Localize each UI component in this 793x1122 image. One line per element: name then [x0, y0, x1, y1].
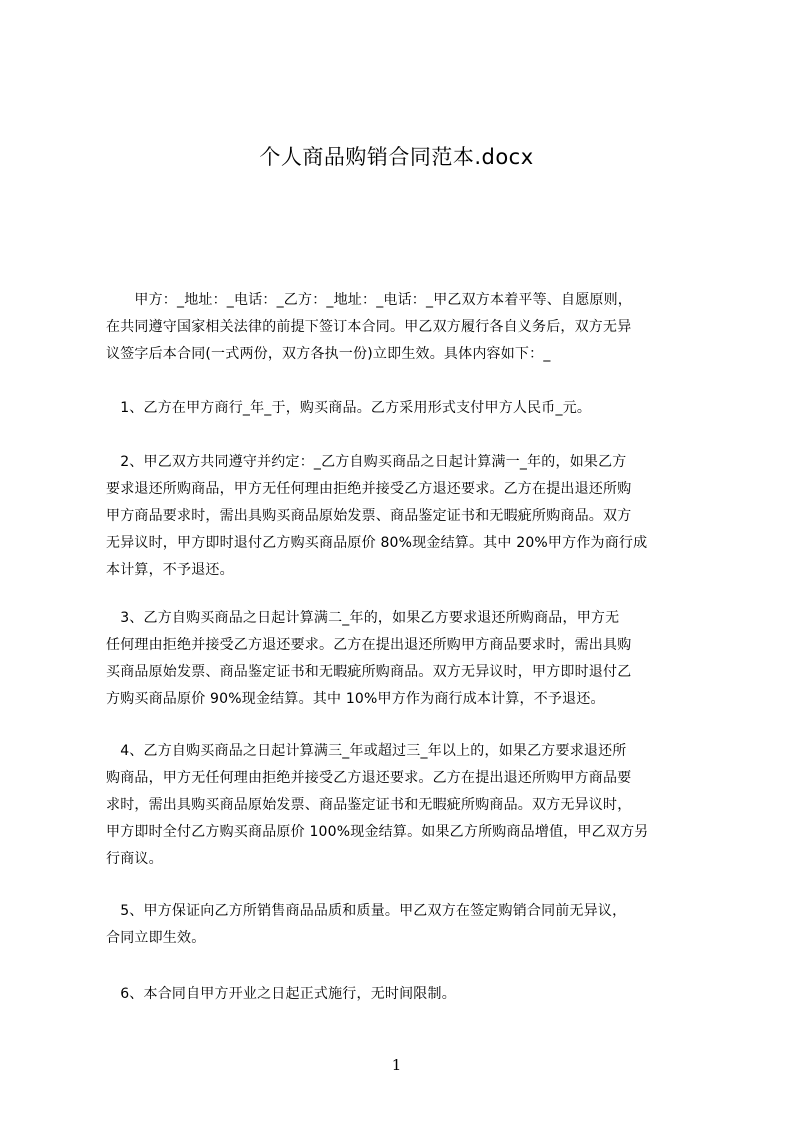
text-line: 任何理由拒绝并接受乙方退还要求。乙方在提出退还所购甲方商品要求时，需出具购 — [106, 637, 632, 653]
paragraph-clause-2 — [106, 449, 706, 584]
text-line: 议签字后本合同(一式两份，双方各执一份)立即生效。具体内容如下：_ — [106, 346, 551, 362]
text-line: 甲方商品要求时，需出具购买商品原始发票、商品鉴定证书和无暇疵所购商品。双方 — [106, 508, 632, 524]
text-line: 买商品原始发票、商品鉴定证书和无暇疵所购商品。双方无异议时，甲方即时退付乙 — [106, 664, 632, 680]
text-line: 在共同遵守国家相关法律的前提下签订本合同。甲乙双方履行各自义务后，双方无异 — [106, 319, 632, 335]
text-line: 要求退还所购商品，甲方无任何理由拒绝并接受乙方退还要求。乙方在提出退还所购 — [106, 481, 632, 497]
text-line: 本计算，不予退还。 — [106, 562, 234, 578]
paragraph-clause-5 — [106, 898, 706, 952]
page-number: 1 — [391, 1056, 402, 1074]
text-line: 甲方：_地址：_电话：_乙方：_地址：_电话：_甲乙双方本着平等、自愿原则， — [106, 292, 632, 308]
text-line: 求时，需出具购买商品原始发票、商品鉴定证书和无暇疵所购商品。双方无异议时， — [106, 797, 632, 813]
text-line: 甲方即时全付乙方购买商品原价 100%现金结算。如果乙方所购商品增值，甲乙双方另 — [106, 824, 649, 840]
paragraph-clause-3 — [106, 605, 706, 713]
text-line: 行商议。 — [106, 851, 163, 867]
paragraph-clause-6 — [106, 981, 706, 1008]
text-line: 1、乙方在甲方商行_年_于，购买商品。乙方采用形式支付甲方人民币_元。 — [106, 400, 592, 416]
document-title: 个人商品购销合同范本.docx — [259, 145, 534, 169]
text-line: 无异议时，甲方即时退付乙方购买商品原价 80%现金结算。其中 20%甲方作为商行成 — [106, 535, 648, 551]
text-line: 方购买商品原价 90%现金结算。其中 10%甲方作为商行成本计算，不予退还。 — [106, 691, 605, 707]
text-line: 合同立即生效。 — [106, 930, 206, 946]
text-line: 4、乙方自购买商品之日起计算满三_年或超过三_年以上的，如果乙方要求退还所 — [106, 743, 627, 759]
paragraph-clause-4 — [106, 738, 706, 873]
text-line: 5、甲方保证向乙方所销售商品品质和质量。甲乙双方在签定购销合同前无异议， — [106, 903, 627, 919]
text-line: 2、甲乙双方共同遵守并约定：_乙方自购买商品之日起计算满一_年的，如果乙方 — [106, 454, 627, 470]
text-line: 3、乙方自购买商品之日起计算满二_年的，如果乙方要求退还所购商品，甲方无 — [106, 610, 620, 626]
paragraph-clause-1 — [106, 395, 706, 422]
text-line: 购商品，甲方无任何理由拒绝并接受乙方退还要求。乙方在提出退还所购甲方商品要 — [106, 770, 632, 786]
paragraph-intro — [106, 287, 706, 368]
text-line: 6、本合同自甲方开业之日起正式施行，无时间限制。 — [106, 986, 456, 1002]
